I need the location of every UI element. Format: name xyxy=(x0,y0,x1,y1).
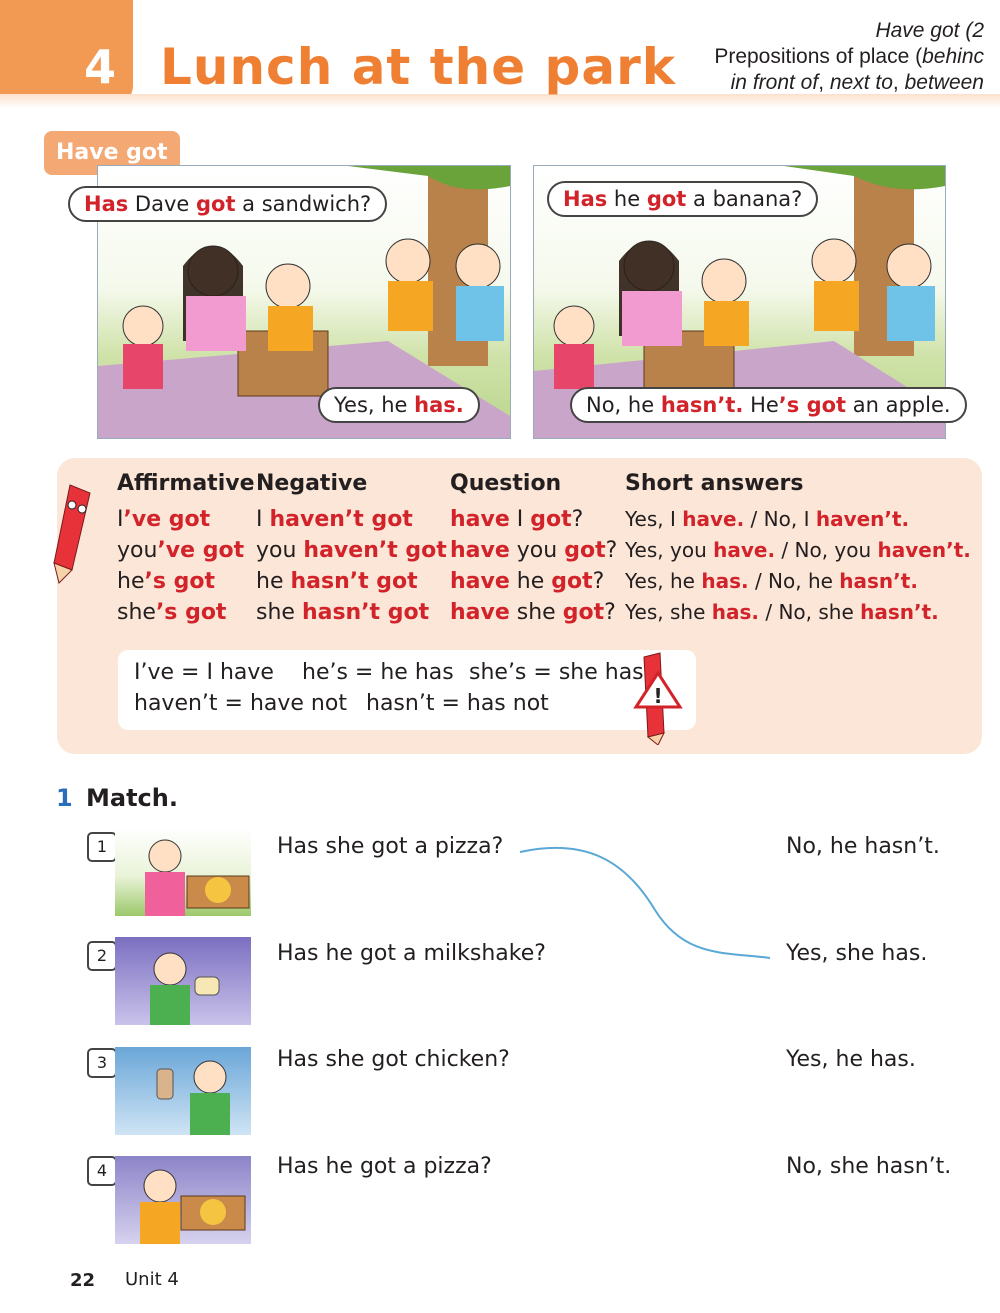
short-answer-cell: Yes, you have. / No, you haven’t. xyxy=(625,538,971,562)
affirmative-cell: she’s got xyxy=(117,600,227,625)
question-text: Has he got a milkshake? xyxy=(277,941,546,966)
girl-with-pizza-illustration xyxy=(115,828,251,916)
negative-cell: you haven’t got xyxy=(256,538,447,563)
affirmative-cell: you’ve got xyxy=(117,538,245,563)
warning-pencil-icon xyxy=(628,645,690,745)
exercise-number: 1 xyxy=(56,784,73,812)
footer-unit-label: Unit 4 xyxy=(125,1269,179,1290)
boy-with-pizza-illustration xyxy=(115,1156,251,1244)
speech-bubble-answer-2: No, he hasn’t. He’s got an apple. xyxy=(570,387,967,423)
boy-with-milkshake-illustration xyxy=(115,937,251,1025)
question-text: Has she got chicken? xyxy=(277,1047,510,1072)
header-negative: Negative xyxy=(256,471,368,496)
speech-bubble-question-2: Has he got a banana? xyxy=(547,181,818,217)
question-cell: have I got? xyxy=(450,507,584,532)
negative-cell: I haven’t got xyxy=(256,507,413,532)
item-picture-4 xyxy=(115,1156,251,1244)
example-match-line xyxy=(515,840,775,970)
header-affirmative: Affirmative xyxy=(117,471,255,496)
speech-bubble-question-1: Has Dave got a sandwich? xyxy=(68,186,387,222)
header-short-answers: Short answers xyxy=(625,471,804,496)
question-cell: have she got? xyxy=(450,600,616,625)
exercise-title: Match. xyxy=(86,784,178,812)
unit-number: 4 xyxy=(83,40,116,94)
short-answer-cell: Yes, I have. / No, I haven’t. xyxy=(625,507,910,531)
item-picture-2 xyxy=(115,937,251,1025)
answer-text: No, he hasn’t. xyxy=(786,834,940,859)
question-text: Has she got a pizza? xyxy=(277,834,504,859)
short-answer-cell: Yes, she has. / No, she hasn’t. xyxy=(625,600,939,624)
answer-text: No, she hasn’t. xyxy=(786,1154,952,1179)
question-text: Has he got a pizza? xyxy=(277,1154,492,1179)
item-number-box: 4 xyxy=(87,1156,117,1186)
girl-with-milkshake-illustration xyxy=(115,1047,251,1135)
header-question: Question xyxy=(450,471,562,496)
affirmative-cell: I’ve got xyxy=(117,507,211,532)
answer-text: Yes, she has. xyxy=(786,941,928,966)
question-cell: have you got? xyxy=(450,538,618,563)
contraction-text: she’s = she has xyxy=(469,660,644,685)
speech-bubble-answer-1: Yes, he has. xyxy=(318,387,480,423)
question-cell: have he got? xyxy=(450,569,605,594)
page-number: 22 xyxy=(70,1270,96,1291)
contraction-text: I’ve = I have xyxy=(134,660,274,685)
item-number-box: 2 xyxy=(87,941,117,971)
section-tab-have-got: Have got xyxy=(44,131,180,175)
item-number-box: 1 xyxy=(87,832,117,862)
contraction-text: hasn’t = has not xyxy=(366,691,549,716)
item-number-box: 3 xyxy=(87,1048,117,1078)
short-answer-cell: Yes, he has. / No, he hasn’t. xyxy=(625,569,918,593)
contraction-text: haven’t = have not xyxy=(134,691,347,716)
answer-text: Yes, he has. xyxy=(786,1047,916,1072)
pencil-mascot-icon xyxy=(42,475,112,585)
header-band xyxy=(0,94,1000,108)
negative-cell: she hasn’t got xyxy=(256,600,430,625)
unit-topic: Have got (2 Prepositions of place (behinc in front of, next to, between xyxy=(714,19,984,94)
svg-text:!: ! xyxy=(653,684,663,708)
affirmative-cell: he’s got xyxy=(117,569,215,594)
negative-cell: he hasn’t got xyxy=(256,569,418,594)
contraction-text: he’s = he has xyxy=(302,660,454,685)
unit-title: Lunch at the park xyxy=(160,38,676,96)
item-picture-1 xyxy=(115,828,251,916)
item-picture-3 xyxy=(115,1047,251,1135)
